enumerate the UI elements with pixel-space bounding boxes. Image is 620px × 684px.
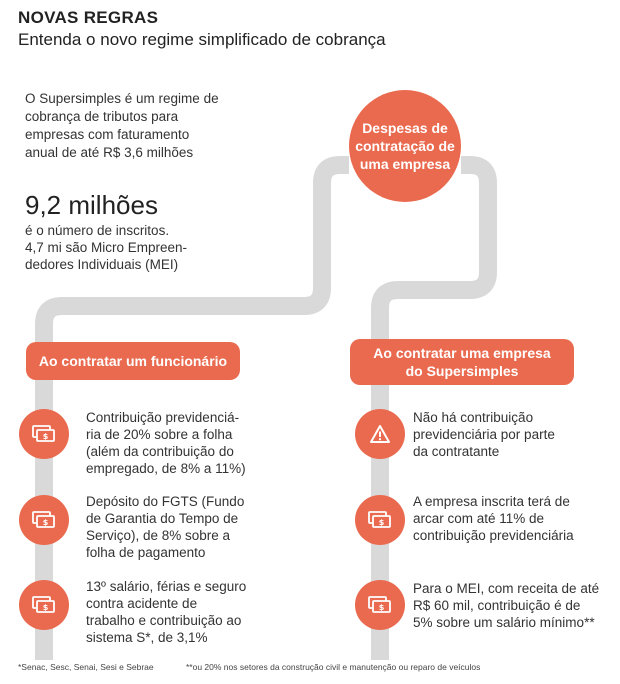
branch-left-item-3: 13º salário, férias e seguro contra acidente de trabalho e contribuição ao sistema S*, de 3,1% — [86, 579, 247, 645]
page-subtitle: Entenda o novo regime simplificado de cobrança — [18, 30, 386, 49]
branch-left-item-1: Contribuição previdenciá- ria de 20% sobre a folha (além da contribuição do empregado, de 8% a 11%) — [86, 410, 246, 476]
money-icon — [19, 495, 69, 545]
branch-right-label: Ao contratar uma empresa do Supersimples — [350, 339, 574, 385]
svg-text:$: $ — [42, 518, 49, 527]
branch-right-item-3: Para o MEI, com receita de até R$ 60 mil, contribuição é de 5% sobre um salário mínimo** — [413, 581, 600, 630]
warning-icon — [355, 409, 405, 459]
svg-text:$: $ — [42, 603, 49, 612]
top-node: Despesas de contratação de uma empresa — [349, 90, 461, 202]
footnote-sistema-s: *Senac, Sesc, Senai, Sesi e Sebrae — [18, 662, 154, 672]
stat-value: 9,2 milhões — [25, 190, 158, 220]
stat-description: é o número de inscritos. 4,7 mi são Micro Empreen- dedores Individuais (MEI) — [25, 223, 188, 272]
intro-text: O Supersimples é um regime de cobrança de tributos para empresas com faturamento anual de até R$ 3,6 milhões — [25, 91, 219, 160]
money-icon — [355, 580, 405, 630]
svg-text:$: $ — [378, 603, 385, 612]
money-icon — [355, 495, 405, 545]
money-icon — [19, 580, 69, 630]
money-icon — [19, 409, 69, 459]
svg-text:$: $ — [42, 432, 49, 441]
branch-left-label: Ao contratar um funcionário — [26, 342, 240, 380]
branch-left-item-2: Depósito do FGTS (Fundo de Garantia do Tempo de Serviço), de 8% sobre a folha de pagamento — [86, 494, 245, 560]
branch-right-item-2: A empresa inscrita terá de arcar com até 11% de contribuição previdenciária — [413, 494, 574, 543]
svg-text:$: $ — [378, 518, 385, 527]
page-title: NOVAS REGRAS — [18, 8, 159, 27]
footnote-construction: **ou 20% nos setores da construção civil e manutenção ou reparo de veículos — [186, 662, 481, 672]
branch-right-item-1: Não há contribuição previdenciária por parte da contratante — [413, 410, 555, 459]
